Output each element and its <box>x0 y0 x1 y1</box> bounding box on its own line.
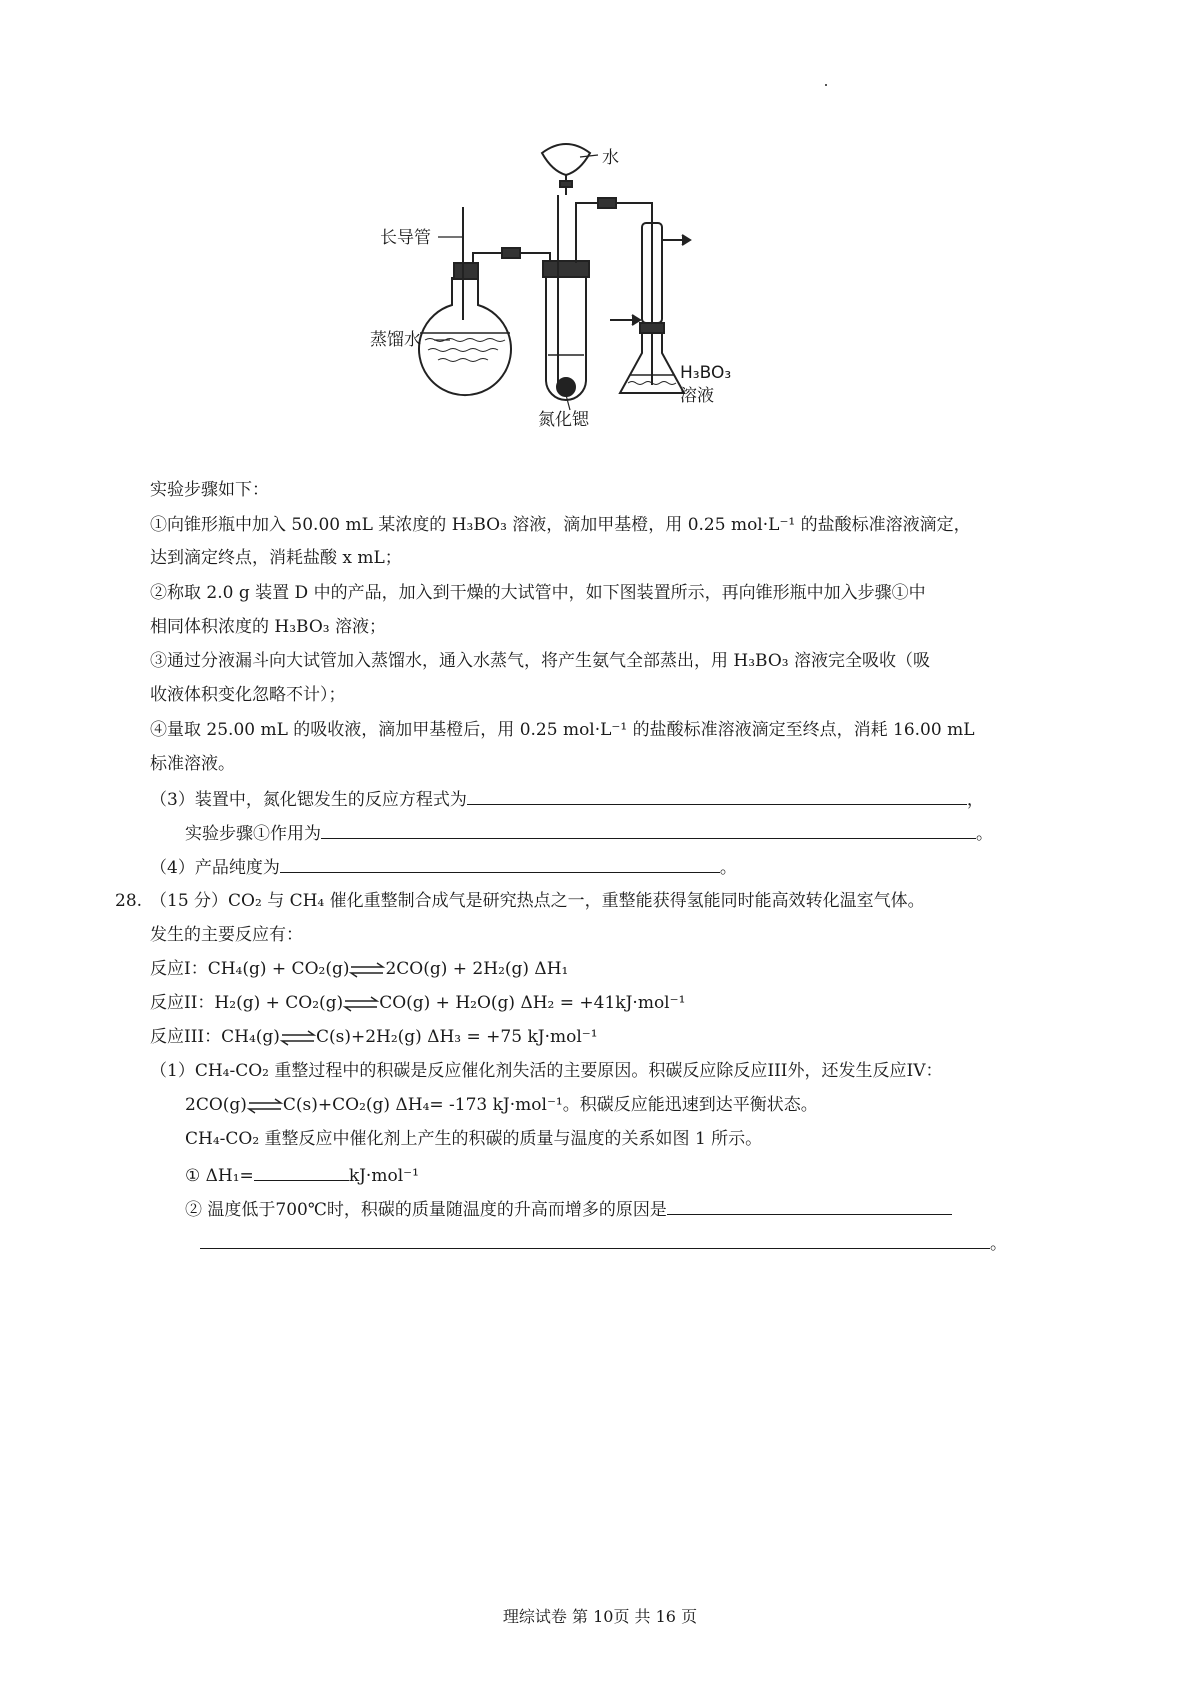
question-28-line1 <box>115 889 925 913</box>
separatory-funnel <box>542 144 590 175</box>
item-2-answer-blank-2[interactable] <box>200 1230 990 1249</box>
q28-item-2-cont <box>200 1230 1007 1256</box>
strontium-nitride-solid <box>557 378 575 396</box>
step-1a: ①向锥形瓶中加入 50.00 mL 某浓度的 H₃BO₃ 溶液，滴加甲基橙，用 0.25 mol·L⁻¹ 的盐酸标准溶液滴定， <box>150 515 971 535</box>
equilibrium-arrow-icon <box>343 997 379 1011</box>
q28-item-2 <box>185 1196 952 1222</box>
reaction-3-left: 反应III：CH₄(g) <box>150 1027 280 1047</box>
q28-text: （15 分）CO₂ 与 CH₄ 催化重整制合成气是研究热点之一，重整能获得氢能同时能高效转化温室气体。 <box>150 891 925 911</box>
flask-stopper <box>454 263 478 279</box>
reaction-4-left: 2CO(g) <box>185 1095 247 1115</box>
reaction-4 <box>185 1093 818 1117</box>
apparatus-svg <box>370 135 810 455</box>
rubber-joint-1 <box>502 248 520 258</box>
reaction-1 <box>150 957 568 981</box>
label-solution: 溶液 <box>680 386 714 406</box>
equilibrium-arrow-icon <box>280 1031 316 1045</box>
label-long-tube: 长导管 <box>380 228 431 248</box>
q28-number: 28. <box>115 891 143 911</box>
label-distilled-water: 蒸馏水 <box>370 330 421 350</box>
apparatus-diagram <box>370 135 810 455</box>
label-water: 水 <box>602 148 619 168</box>
q3-period: 。 <box>976 824 993 844</box>
reaction-1-right: 2CO(g) + 2H₂(g) ΔH₁ <box>385 959 569 979</box>
step-3b: 收液体积变化忽略不计）； <box>150 685 346 705</box>
reaction-2-right: CO(g) + H₂O(g) ΔH₂ = +41kJ·mol⁻¹ <box>379 993 686 1013</box>
q3-line2-prefix: 实验步骤①作用为 <box>185 824 321 844</box>
q4-period: 。 <box>719 858 737 878</box>
equilibrium-arrow-icon <box>247 1099 283 1113</box>
item-2-period: 。 <box>990 1234 1007 1254</box>
q3-answer-blank-2[interactable] <box>321 820 976 839</box>
step-1b: 达到滴定终点，消耗盐酸 x mL； <box>150 548 402 568</box>
scan-dot <box>825 84 827 86</box>
label-h3bo3: H₃BO₃ <box>680 363 732 383</box>
item-2-answer-blank-1[interactable] <box>667 1196 952 1215</box>
q4-answer-blank[interactable] <box>280 854 720 873</box>
equilibrium-arrow-icon <box>349 963 385 977</box>
item-1-unit: kJ·mol⁻¹ <box>348 1166 419 1186</box>
step-3a: ③通过分液漏斗向大试管加入蒸馏水，通入水蒸气，将产生氨气全部蒸出，用 H₃BO₃ 溶液完全吸收（吸 <box>150 651 931 671</box>
rubber-joint-2 <box>598 198 616 208</box>
round-flask <box>419 277 511 395</box>
q28-sub1-line1: （1）CH₄-CO₂ 重整过程中的积碳是反应催化剂失活的主要原因。积碳反应除反应III外，还发生反应IV： <box>150 1061 943 1081</box>
steps-intro: 实验步骤如下： <box>150 480 269 500</box>
reaction-4-right: C(s)+CO₂(g) ΔH₄= -173 kJ·mol⁻¹。积碳反应能迅速到达平衡状态。 <box>282 1095 818 1115</box>
item-2-prefix: ② 温度低于700℃时，积碳的质量随温度的升高而增多的原因是 <box>185 1200 667 1220</box>
step-2a: ②称取 2.0 g 装置 D 中的产品，加入到干燥的大试管中，如下图装置所示，再向锥形瓶中加入步骤①中 <box>150 583 926 603</box>
step-2b: 相同体积浓度的 H₃BO₃ 溶液； <box>150 617 387 637</box>
q28-line2: 发生的主要反应有： <box>150 925 303 945</box>
page-footer: 理综试卷 第 10页 共 16 页 <box>502 1607 698 1626</box>
step-4a: ④量取 25.00 mL 的吸收液，滴加甲基橙后，用 0.25 mol·L⁻¹ 的盐酸标准溶液滴定至终点，消耗 16.00 mL <box>150 720 975 740</box>
question-3-line2 <box>185 820 993 846</box>
reaction-2 <box>150 991 685 1015</box>
reaction-2-left: 反应II：H₂(g) + CO₂(g) <box>150 993 344 1013</box>
q3-answer-blank-1[interactable] <box>467 786 967 805</box>
item-1-prefix: ① ΔH₁= <box>185 1166 254 1186</box>
q28-sub1-line3: CH₄-CO₂ 重整反应中催化剂上产生的积碳的质量与温度的关系如图 1 所示。 <box>185 1129 763 1149</box>
reaction-3 <box>150 1025 598 1049</box>
reaction-1-left: 反应I：CH₄(g) + CO₂(g) <box>150 959 350 979</box>
q3-comma: ， <box>966 790 984 810</box>
item-1-answer-blank[interactable] <box>254 1162 349 1181</box>
q28-item-1 <box>185 1162 419 1188</box>
q4-prefix: （4）产品纯度为 <box>150 858 280 878</box>
step-4b: 标准溶液。 <box>150 754 235 774</box>
outlet-tube <box>576 203 652 263</box>
q3-prefix: （3）装置中，氮化锶发生的反应方程式为 <box>150 790 467 810</box>
reaction-3-right: C(s)+2H₂(g) ΔH₃ = +75 kJ·mol⁻¹ <box>315 1027 598 1047</box>
question-4 <box>150 854 737 880</box>
test-tube-stopper <box>543 261 589 277</box>
question-3-line1 <box>150 786 984 812</box>
label-strontium-nitride: 氮化锶 <box>538 410 589 430</box>
